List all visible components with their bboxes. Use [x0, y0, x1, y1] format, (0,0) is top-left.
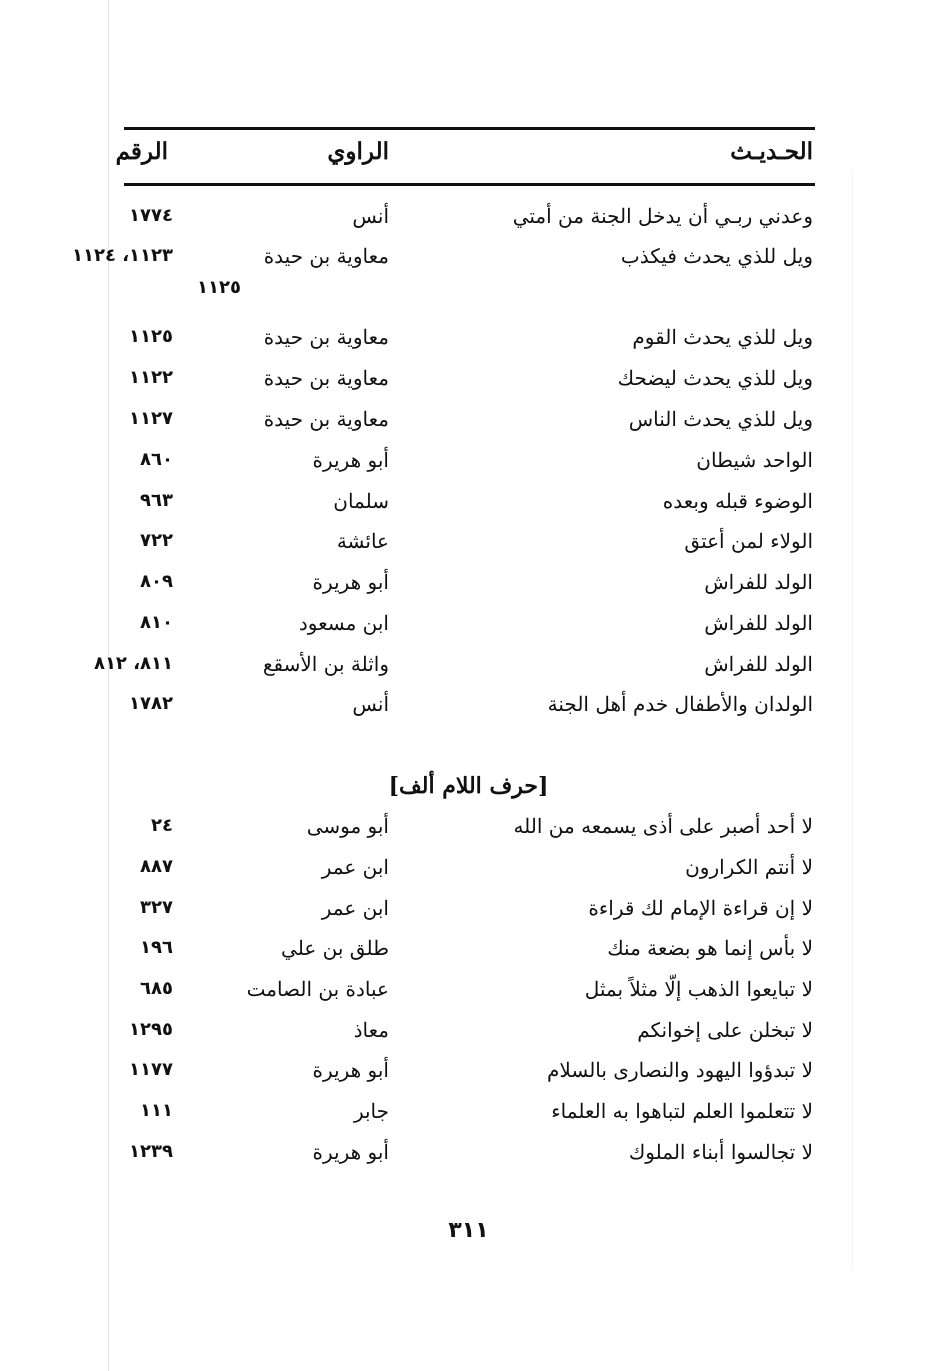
hadith-number: ٧٢٢: [140, 530, 173, 551]
hadith-number: ٢٤: [151, 815, 173, 836]
narrator: واثلة بن الأسقع: [262, 652, 389, 676]
hadith-number: ٨٦٠: [140, 449, 173, 470]
hadith-text: الولد للفراش: [704, 652, 813, 676]
table-row: [0, 526, 937, 566]
hadith-number: ١٢٣٩: [129, 1141, 173, 1162]
table-row: [0, 201, 937, 241]
hadith-number: ١١٢٧: [129, 408, 173, 429]
narrator: معاوية بن حيدة: [263, 325, 389, 349]
table-row: [0, 486, 937, 526]
hadith-text: الولدان والأطفال خدم أهل الجنة: [547, 692, 813, 716]
hadith-number: ١١٧٧: [129, 1059, 173, 1080]
hadith-number: ١١٢٥: [129, 326, 173, 347]
table-row: [0, 852, 937, 892]
hadith-number: ١٧٧٤: [129, 205, 173, 226]
narrator: أبو هريرة: [312, 448, 389, 472]
hadith-text: ويل للذي يحدث ليضحك: [617, 366, 813, 390]
hadith-number: ١١١: [140, 1100, 173, 1121]
page-number: ٣١١: [448, 1218, 489, 1243]
narrator: معاوية بن حيدة: [263, 244, 389, 268]
header-hadith: الحـديـث: [730, 138, 813, 165]
hadith-number: ١١٢٣، ١١٢٤: [71, 245, 173, 266]
table-row: [0, 649, 937, 689]
hadith-text: لا تبايعوا الذهب إلّا مثلاً بمثل: [584, 977, 813, 1001]
narrator: أبو هريرة: [312, 1058, 389, 1082]
hadith-text: الولد للفراش: [704, 570, 813, 594]
table-row: [0, 445, 937, 485]
narrator: عبادة بن الصامت: [246, 977, 389, 1001]
narrator: ابن عمر: [321, 855, 389, 879]
header-number: الرقم: [115, 138, 168, 165]
section-title: [حرف اللام ألف]: [388, 773, 549, 799]
hadith-number: ٨١٠: [140, 612, 173, 633]
hadith-text: لا تبخلن على إخوانكم: [637, 1018, 813, 1042]
table-row: [0, 689, 937, 729]
hadith-number: ٨٨٧: [140, 856, 173, 877]
table-row: [0, 1015, 937, 1055]
narrator: أنس: [352, 204, 389, 228]
table-row: [0, 322, 937, 362]
hadith-number: ١٧٨٢: [129, 693, 173, 714]
narrator: طلق بن علي: [281, 936, 389, 960]
hadith-text: ويل للذي يحدث الناس: [628, 407, 813, 431]
table-row: [0, 1055, 937, 1095]
hadith-number: ١٢٩٥: [129, 1019, 173, 1040]
table-row: [0, 608, 937, 648]
table-row: [0, 893, 937, 933]
narrator: أبو هريرة: [312, 1140, 389, 1164]
narrator: أبو هريرة: [312, 570, 389, 594]
hadith-number: ٨٠٩: [140, 571, 173, 592]
table-row: [0, 974, 937, 1014]
table-row: [0, 567, 937, 607]
hadith-number-continued: ١١٢٥: [197, 277, 241, 298]
hadith-text: لا إن قراءة الإمام لك قراءة: [588, 896, 813, 920]
hadith-text: لا أنتم الكرارون: [685, 855, 813, 879]
table-row: [0, 1137, 937, 1177]
hadith-number: ٨١١، ٨١٢: [93, 653, 173, 674]
narrator: معاوية بن حيدة: [263, 407, 389, 431]
narrator: أبو موسى: [306, 814, 389, 838]
table-row: [0, 811, 937, 851]
hadith-number: ٣٢٧: [140, 897, 173, 918]
hadith-text: لا تبدؤوا اليهود والنصارى بالسلام: [547, 1058, 813, 1082]
hadith-number: ١١٢٢: [129, 367, 173, 388]
narrator: معاوية بن حيدة: [263, 366, 389, 390]
hadith-number: ٩٦٣: [140, 490, 173, 511]
hadith-text: الوضوء قبله وبعده: [662, 489, 813, 513]
hadith-text: لا تتعلموا العلم لتباهوا به العلماء: [551, 1099, 813, 1123]
table-row: [0, 1096, 937, 1136]
hadith-text: وعدني ربـي أن يدخل الجنة من أمتي: [512, 204, 813, 228]
hadith-text: ويل للذي يحدث القوم: [632, 325, 813, 349]
table-row: [0, 933, 937, 973]
header-rawi: الراوي: [327, 138, 389, 165]
table-row: [0, 241, 937, 311]
narrator: ابن عمر: [321, 896, 389, 920]
narrator: معاذ: [353, 1018, 389, 1042]
narrator: عائشة: [336, 529, 389, 553]
narrator: أنس: [352, 692, 389, 716]
hadith-text: لا بأس إنما هو بضعة منك: [607, 936, 813, 960]
hadith-number: ٦٨٥: [140, 978, 173, 999]
narrator: جابر: [353, 1099, 389, 1123]
hadith-text: الولد للفراش: [704, 611, 813, 635]
hadith-text: الولاء لمن أعتق: [684, 529, 813, 553]
hadith-text: لا أحد أصبر على أذى يسمعه من الله: [513, 814, 813, 838]
narrator: سلمان: [333, 489, 389, 513]
narrator: ابن مسعود: [298, 611, 389, 635]
hadith-number: ١٩٦: [140, 937, 173, 958]
hadith-text: لا تجالسوا أبناء الملوك: [628, 1140, 813, 1164]
hadith-text: ويل للذي يحدث فيكذب: [620, 244, 813, 268]
table-row: [0, 404, 937, 444]
hadith-text: الواحد شيطان: [696, 448, 813, 472]
table-row: [0, 363, 937, 403]
